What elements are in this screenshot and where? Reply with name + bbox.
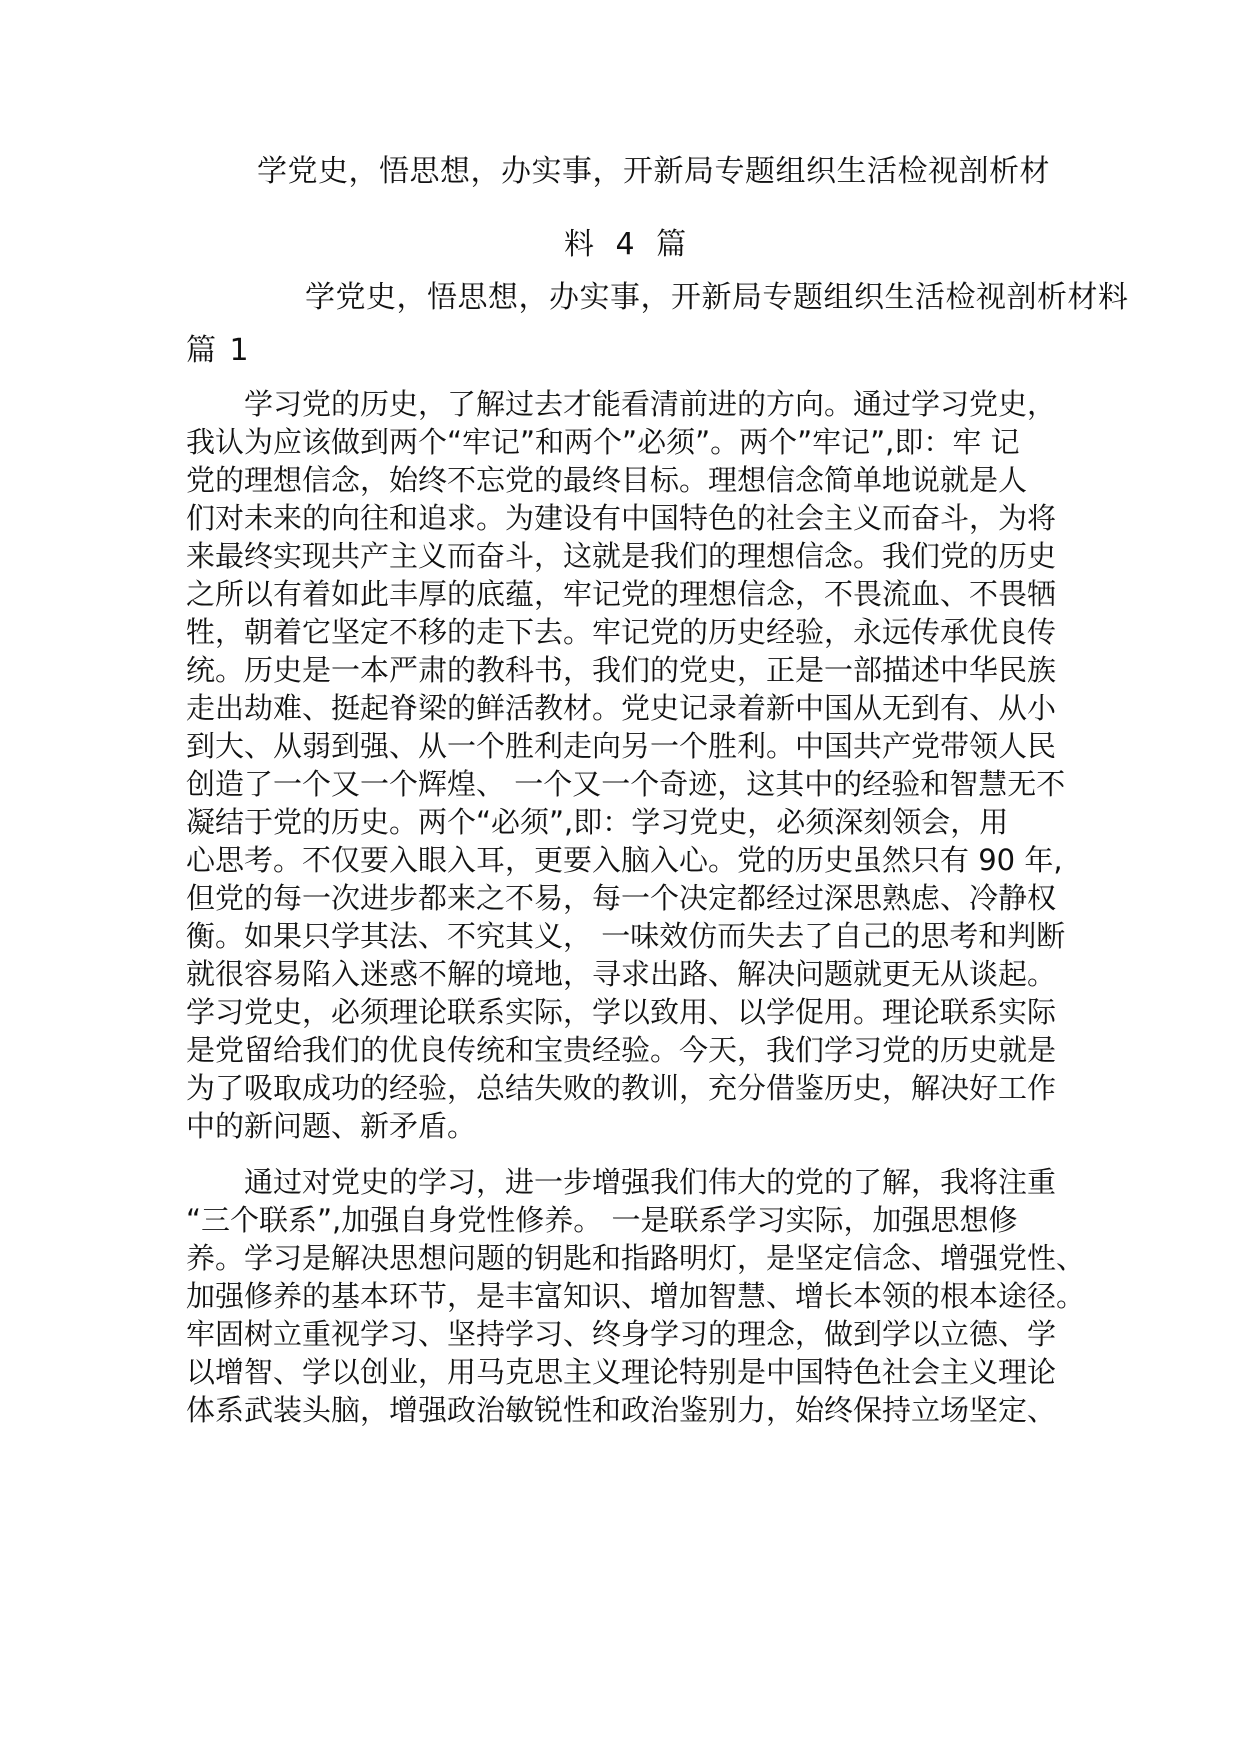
paragraph-1-line: 为了吸取成功的经验，总结失败的教训，充分借鉴历史，解决好工作: [186, 1071, 1057, 1105]
paragraph-1-line: 党的理想信念，始终不忘党的最终目标。理想信念简单地说就是人: [186, 463, 1028, 497]
paragraph-2-line: 牢固树立重视学习、坚持学习、终身学习的理念，做到学以立德、学: [186, 1317, 1057, 1351]
paragraph-1-line: 心思考。不仅要入眼入耳，更要入脑入心。党的历史虽然只有 90 年,: [186, 843, 1063, 877]
paragraph-2-line: “三个联系”,加强自身党性修养。 一是联系学习实际，加强思想修: [186, 1203, 1018, 1237]
document-title-line-2: 料 4 篇: [564, 227, 693, 262]
paragraph-2-line: 以增智、学以创业，用马克思主义理论特别是中国特色社会主义理论: [186, 1355, 1057, 1389]
paragraph-2-line: 体系武装头脑，增强政治敏锐性和政治鉴别力，始终保持立场坚定、: [186, 1393, 1057, 1427]
paragraph-2-line: 通过对党史的学习，进一步增强我们伟大的党的了解，我将注重: [186, 1165, 1057, 1199]
paragraph-1-line: 凝结于党的历史。两个“必须”,即：学习党史，必须深刻领会，用: [186, 805, 1009, 839]
paragraph-1-line: 但党的每一次进步都来之不易，每一个决定都经过深思熟虑、冷静权: [186, 881, 1057, 915]
paragraph-1-line: 学习党的历史，了解过去才能看清前进的方向。通过学习党史，: [186, 387, 1057, 421]
paragraph-1-line: 创造了一个又一个辉煌、 一个又一个奇迹，这其中的经验和智慧无不: [186, 767, 1066, 801]
paragraph-1-line: 们对未来的向往和追求。为建设有中国特色的社会主义而奋斗，为将: [186, 501, 1057, 535]
paragraph-2-line: 养。学习是解决思想问题的钥匙和指路明灯，是坚定信念、增强党性、: [186, 1241, 1086, 1275]
paragraph-1-line: 我认为应该做到两个“牢记”和两个”必须”。两个”牢记”,即：牢 记: [186, 425, 1020, 459]
paragraph-1-line: 就很容易陷入迷惑不解的境地，寻求出路、解决问题就更无从谈起。: [186, 957, 1057, 991]
paragraph-1-line: 走出劫难、挺起脊梁的鲜活教材。党史记录着新中国从无到有、从小: [186, 691, 1057, 725]
paragraph-1-line: 中的新问题、新矛盾。: [186, 1109, 477, 1143]
paragraph-1-line: 是党留给我们的优良传统和宝贵经验。今天，我们学习党的历史就是: [186, 1033, 1057, 1067]
section-heading-line-2: 篇 1: [186, 333, 251, 368]
document-title-line-1: 学党史，悟思想，办实事，开新局专题组织生活检视剖析材: [257, 154, 1050, 189]
paragraph-1-line: 到大、从弱到强、从一个胜利走向另一个胜利。中国共产党带领人民: [186, 729, 1057, 763]
paragraph-1-line: 统。历史是一本严肃的教科书，我们的党史，正是一部描述中华民族: [186, 653, 1057, 687]
section-heading-line-1: 学党史，悟思想，办实事，开新局专题组织生活检视剖析材料: [305, 280, 1129, 315]
paragraph-2-line: 加强修养的基本环节，是丰富知识、增加智慧、增长本领的根本途径。: [186, 1279, 1086, 1313]
paragraph-1-line: 来最终实现共产主义而奋斗，这就是我们的理想信念。我们党的历史: [186, 539, 1057, 573]
paragraph-1-line: 牲，朝着它坚定不移的走下去。牢记党的历史经验，永远传承优良传: [186, 615, 1057, 649]
paragraph-1-line: 之所以有着如此丰厚的底蕴，牢记党的理想信念，不畏流血、不畏牺: [186, 577, 1057, 611]
paragraph-1-line: 衡。如果只学其法、不究其义， 一味效仿而失去了自己的思考和判断: [186, 919, 1066, 953]
paragraph-1-line: 学习党史，必须理论联系实际，学以致用、以学促用。理论联系实际: [186, 995, 1057, 1029]
